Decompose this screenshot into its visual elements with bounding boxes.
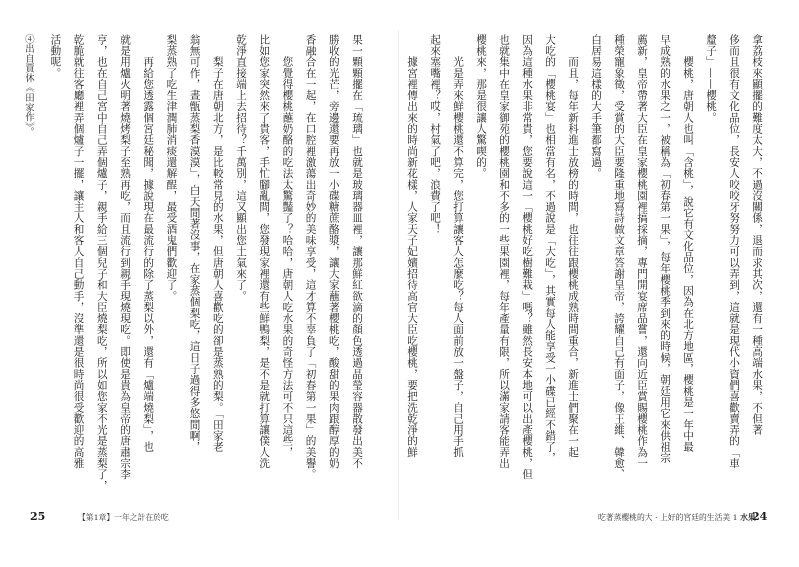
text-column: 勝收的光芒，旁邊還要再放一小碟糖蔗酪漿，讓大家蘸著櫻桃吃，酸甜的果肉跟醇厚的奶 (327, 34, 340, 469)
text-column: 再給您透露個宮廷秘聞，據說現在最流行的除了蒸梨以外，還有「爐端燒梨」，也 (142, 34, 155, 453)
text-column: 種榮寵象徵，受賞的大臣要隆重地寫詩做文章答謝皇帝，誇耀自己有面子，像王維、韓愈、 (613, 34, 625, 480)
text-column: 乾脆就往客廳裡弄個爐子一擺，讓主人和客人自己動手，沒準還是很時尚很受歡迎的高雅 (72, 34, 85, 469)
text-column: 梨子在唐朝北方，是比較常見的水果，但唐朝人喜歡吃的卻是蒸熟的梨。「田家老 (211, 34, 224, 453)
text-column: 侈而且很有文化品位，長安人咬咬牙努努力可以弄到，這就是現代小資們喜歡賣弄的「車 (728, 34, 740, 469)
right-running-header (598, 512, 756, 523)
page-gutter (398, 30, 399, 520)
right-page-number: 24 (752, 510, 768, 523)
text-column: 您覺得櫻桃蘸奶酪的吃法太驚豔了？哈哈，唐朝人吃水果的奇怪方法可不只這些， (281, 34, 294, 458)
text-column: 翁無可作，晝甑蒸梨香漠漠」，白天閒著沒事，在家蒸個梨吃，這日子過得多悠閒啊， (188, 34, 201, 453)
text-column: 乾淨直接端上去招待？千萬別，這又顯出您土氣來了。 (235, 34, 247, 302)
text-column: 比如您家突然來了貴客，手忙腳亂間，您發現家裡還有些鮮鴨梨，是不是就打算讓僕人洗 (258, 34, 271, 469)
text-column: 就是用爐火明著燒烤梨子至熟再吃，而且流行到親手現燒現吃。即使是貴為皇帝的唐肅宗李 (119, 34, 131, 480)
text-column: 而且，每年新科進士放榜的時間，也往往跟櫻桃成熟時間重合，新進士們聚在一起 (567, 34, 579, 458)
text-column: 梨蒸熟了吃生津潤肺消痰還解酲，最受酒鬼們歡迎了。 (165, 34, 178, 302)
text-column: 香融合在一起，在口腔裡激蕩出奇妙的美味享受，這才算不辜負了「初春第一果」的美譽。 (304, 34, 317, 480)
text-column: 薦新，皇帝帶著大臣在皇家櫻桃園裡搞採摘，專門開宴席品嘗，還向近臣賞賜櫻桃作為一 (636, 34, 648, 469)
right-running-header-mark: 水果 (740, 513, 756, 522)
text-column: 亨，也在自己宮中自己弄個爐子，親手給三個兒子和大臣燒梨吃，所以如您家不光是蒸梨了， (95, 34, 108, 492)
text-column: 據宮裡傳出來的時尚新花樣，人家天子妃嬪招待高官大臣吃櫻桃，要把洗乾淨的鮮 (406, 34, 418, 458)
text-column: 拿荔枝來顯擺的難度太大，不過沒關係，退而求其次，還有一種高端水果，不但著 (751, 34, 763, 436)
left-running-header: 【第1章】一年之計在於吃 (78, 513, 169, 522)
text-column: 也就集中在皇家御苑的櫻桃園和不多的一些果園裡，每年產量有限，所以滿家請客能弄出 (498, 34, 510, 469)
text-column: 早成熟的水果之一，被稱為「初春第一果」，每年櫻桃季到來的時候，朝廷用它來供祖宗 (659, 34, 671, 464)
text-column: 起來塞嘴裡？哎，村氣了吧，浪費了吧！ (429, 34, 441, 235)
left-page-number: 25 (30, 510, 46, 523)
footnote: ④出自賈休《田家作》。 (23, 34, 34, 137)
text-column: 櫻桃來，那是很讓人驚喫的。 (475, 34, 487, 179)
text-column: 活動呢。 (49, 34, 62, 79)
text-column: 白居易這樣的大手筆都寫過。 (590, 34, 602, 179)
text-column: 因為這種水果非常貴，您要說這一「櫻桃好吃樹難栽」嗎？雖然長安本地可以出產櫻桃，但 (521, 34, 533, 480)
text-column: 釐子」——櫻桃。 (705, 34, 717, 124)
text-column: 櫻桃，唐朝人也叫「含桃」，說它有文化品位，因為在北方地區，櫻桃是一年中最 (682, 34, 694, 453)
text-column: 光是弄來鮮櫻桃還不算完，您打算讓客人怎麼吃？每人面前放一盤子，自己用手抓 (452, 34, 464, 458)
right-running-header-text: 吃著蒸櫻桃的大 · 上好的宮廷的生活美 1 (598, 513, 738, 522)
text-column: 果一顆顆擺在「琉璃」也就是玻璃器皿裡，讓那鮮紅欲滴的顏色透過晶瑩容器散發出美不 (351, 34, 363, 469)
text-column: 大吃的「櫻桃宴」也相當有名，不過說是「大吃」，其實每人能享受一小碟已經不錯了， (544, 34, 556, 464)
